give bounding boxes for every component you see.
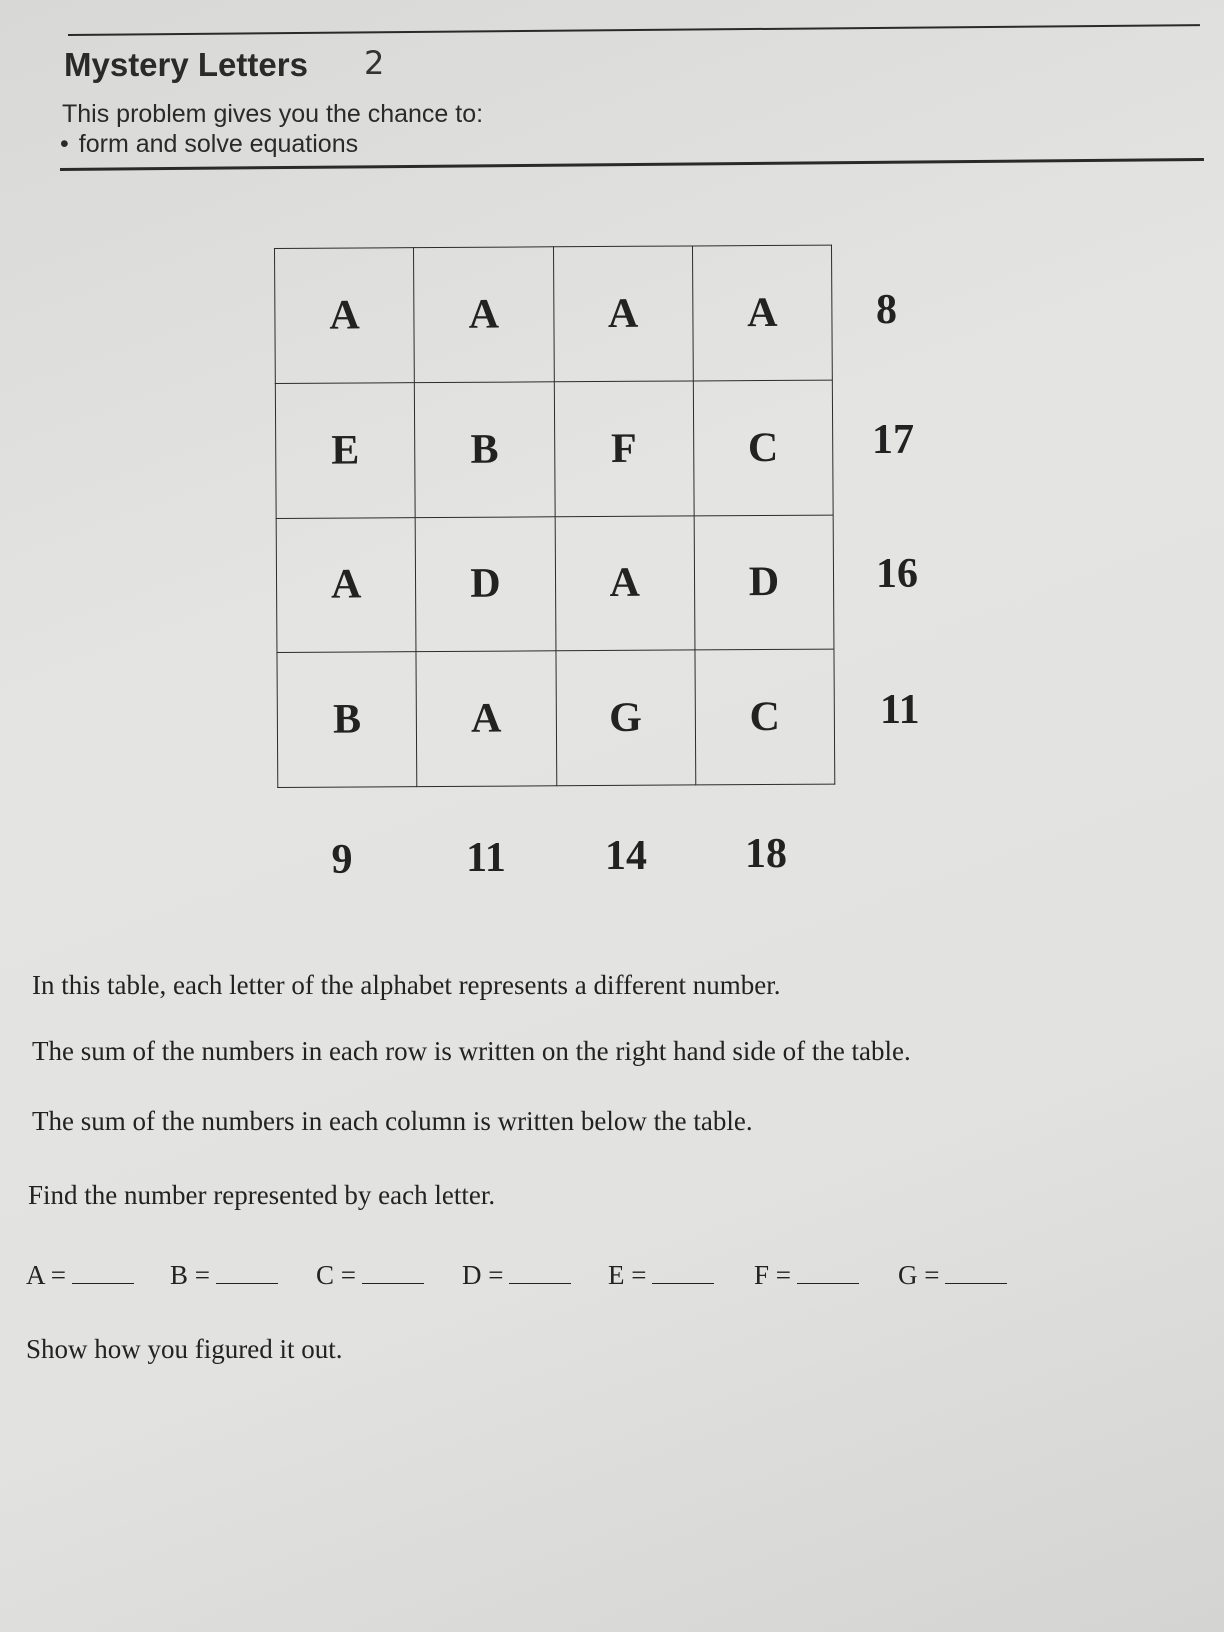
answer-label: A = (26, 1260, 66, 1290)
answer-label: B = (170, 1260, 210, 1290)
grid-cell: G (555, 650, 695, 786)
answer-b (170, 1260, 278, 1291)
grid-cell: F (554, 381, 694, 517)
answer-blank[interactable] (797, 1263, 859, 1284)
grid-row (276, 515, 834, 653)
grid-cell: A (692, 245, 832, 381)
grid-cell: D (694, 515, 834, 651)
grid-cell: C (693, 380, 833, 516)
answer-blank[interactable] (216, 1263, 278, 1284)
row-sum: 11 (880, 687, 920, 733)
row-sum: 8 (876, 287, 897, 333)
bullet-text: form and solve equations (78, 130, 359, 158)
answer-label: D = (462, 1260, 504, 1290)
grid-row (275, 245, 833, 383)
grid-cell: A (276, 517, 416, 653)
show-work-prompt: Show how you figured it out. (26, 1334, 343, 1364)
answer-blank[interactable] (652, 1263, 714, 1284)
column-sum: 11 (466, 835, 506, 881)
top-rule (68, 24, 1200, 36)
answer-g (898, 1260, 1007, 1291)
answer-label: G = (898, 1260, 940, 1290)
answer-d (462, 1260, 571, 1291)
letter-grid (274, 245, 835, 788)
answer-blank[interactable] (945, 1263, 1007, 1284)
instruction-text: In this table, each letter of the alphabet represents a different number. (32, 970, 781, 1000)
grid-row (277, 649, 835, 787)
grid-cell: B (277, 652, 417, 788)
grid-cell: A (275, 248, 415, 384)
page-title: Mystery Letters (64, 46, 308, 83)
answer-e (608, 1260, 714, 1291)
answer-blank[interactable] (362, 1263, 424, 1284)
instruction-text: Find the number represented by each letter. (28, 1180, 496, 1210)
answer-label: E = (608, 1260, 647, 1290)
grid-cell: B (415, 382, 555, 518)
handwritten-number: 2 (364, 44, 385, 82)
grid-cell: A (414, 247, 554, 383)
answer-f (754, 1260, 859, 1291)
subtitle: This problem gives you the chance to: (62, 100, 484, 128)
column-sum: 14 (605, 833, 647, 879)
grid-cell: A (553, 246, 693, 382)
answer-label: F = (754, 1260, 791, 1290)
row-sum: 17 (872, 417, 914, 463)
answer-blank[interactable] (72, 1263, 134, 1284)
answer-c (316, 1260, 424, 1291)
column-sum: 9 (331, 837, 353, 883)
answer-blank[interactable] (509, 1263, 571, 1284)
answer-label: C = (316, 1260, 356, 1290)
grid-cell: C (695, 649, 835, 785)
header-rule (60, 158, 1204, 171)
row-sum: 16 (876, 551, 918, 597)
column-sum: 18 (745, 831, 787, 877)
grid-cell: E (275, 382, 415, 518)
bullet-dot-icon: • (60, 130, 69, 158)
instruction-text: The sum of the numbers in each column is written below the table. (32, 1106, 753, 1136)
grid-cell: A (555, 515, 695, 651)
instruction-text: The sum of the numbers in each row is written on the right hand side of the table. (32, 1036, 911, 1066)
bullet-item (60, 130, 358, 159)
grid-cell: A (416, 651, 556, 787)
grid-row (275, 380, 833, 518)
grid-cell: D (415, 516, 555, 652)
answer-a (26, 1260, 134, 1291)
